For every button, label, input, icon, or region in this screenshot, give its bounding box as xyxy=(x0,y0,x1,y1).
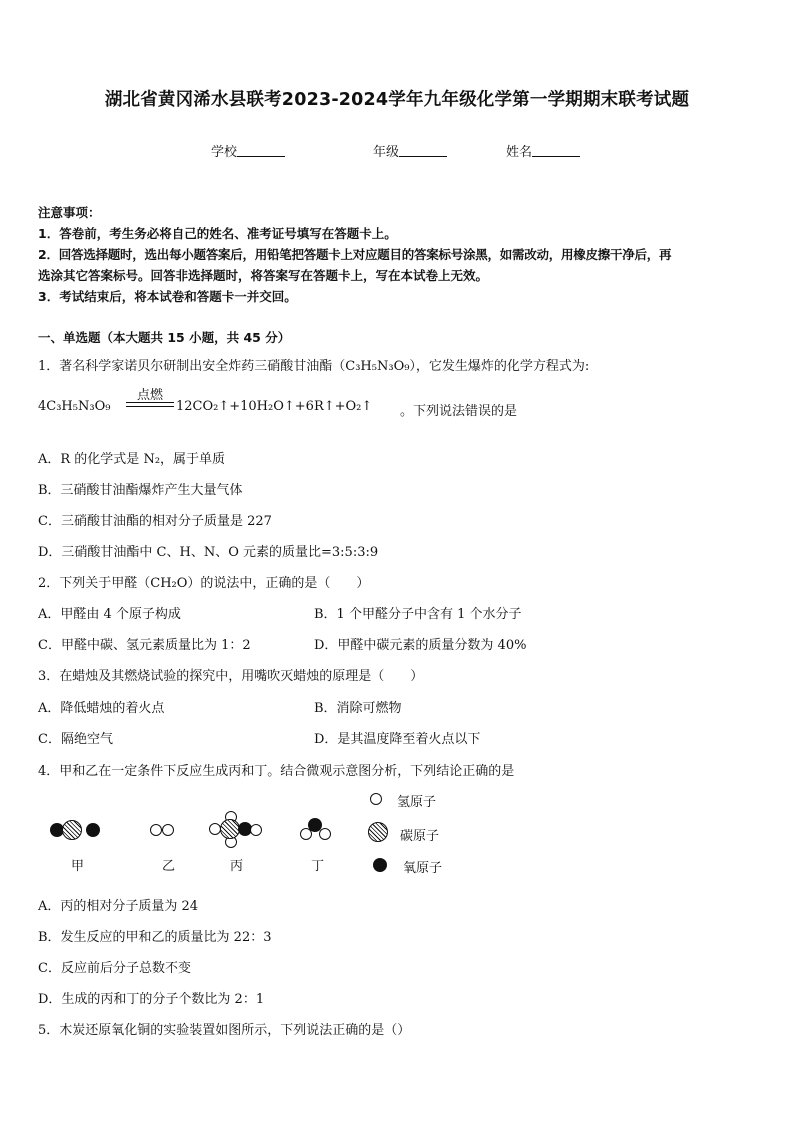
name-label: 姓名 xyxy=(506,145,533,160)
legend-hydrogen-label: 氢原子 xyxy=(397,795,437,810)
notice-heading: 注意事项： xyxy=(38,205,101,220)
q4-option-c[interactable]: C．反应前后分子总数不变 xyxy=(38,961,191,976)
q1-option-b[interactable]: B．三硝酸甘油酯爆炸产生大量气体 xyxy=(38,483,243,498)
page-title: 湖北省黄冈浠水县联考2023-2024学年九年级化学第一学期期末联考试题 xyxy=(104,90,690,110)
q1-option-d[interactable]: D．三硝酸甘油酯中 C、H、N、O 元素的质量比=3:5:3:9 xyxy=(38,545,379,560)
legend-carbon-icon xyxy=(368,822,388,842)
grade-field[interactable] xyxy=(373,141,447,160)
q4-stem: 4．甲和乙在一定条件下反应生成丙和丁。结合微观示意图分析，下列结论正确的是 xyxy=(38,764,515,779)
q3-option-d[interactable]: D．是其温度降至着火点以下 xyxy=(314,732,481,747)
q2-option-a[interactable]: A．甲醛由 4 个原子构成 xyxy=(38,607,181,622)
q3-stem: 3．在蜡烛及其燃烧试验的探究中，用嘴吹灭蜡烛的原理是（ ） xyxy=(38,669,424,684)
notice-item-2: 2．回答选择题时，选出每小题答案后，用铅笔把答题卡上对应题目的答案标号涂黑，如需改动，用橡皮擦干净后，再 xyxy=(38,247,672,262)
q1-option-c[interactable]: C．三硝酸甘油酯的相对分子质量是 227 xyxy=(38,514,272,529)
q3-option-c[interactable]: C．隔绝空气 xyxy=(38,732,113,747)
q1-equals-sign xyxy=(126,402,174,407)
hydrogen-atom xyxy=(150,824,162,836)
q2-option-b[interactable]: B．1 个甲醛分子中含有 1 个水分子 xyxy=(314,607,522,622)
legend-oxygen-label: 氧原子 xyxy=(403,861,443,876)
carbon-atom xyxy=(220,819,240,839)
q1-tail: 。下列说法错误的是 xyxy=(400,404,518,419)
q1-lhs: 4C₃H₅N₃O₉ xyxy=(38,399,111,414)
name-blank[interactable] xyxy=(532,144,580,157)
school-label: 学校 xyxy=(211,145,238,160)
q1-option-a[interactable]: A．R 的化学式是 N₂，属于单质 xyxy=(38,452,226,467)
q4-option-a[interactable]: A．丙的相对分子质量为 24 xyxy=(38,899,199,914)
q2-option-c[interactable]: C．甲醛中碳、氢元素质量比为 1：2 xyxy=(38,638,251,653)
q4-option-b[interactable]: B．发生反应的甲和乙的质量比为 22：3 xyxy=(38,930,272,945)
hydrogen-atom xyxy=(319,828,331,840)
notice-item-3: 3．考试结束后，将本试卷和答题卡一并交回。 xyxy=(38,289,297,304)
legend-oxygen-icon xyxy=(373,858,387,872)
section-heading: 一、单选题（本大题共 15 小题，共 45 分） xyxy=(38,330,291,345)
q3-option-a[interactable]: A．降低蜡烛的着火点 xyxy=(38,701,165,716)
label-jia: 甲 xyxy=(71,859,85,874)
q3-option-b[interactable]: B．消除可燃物 xyxy=(314,701,402,716)
name-field[interactable] xyxy=(506,141,580,160)
school-blank[interactable] xyxy=(237,144,285,157)
notice-item-2-cont: 选涂其它答案标号。回答非选择题时，将答案写在答题卡上，写在本试卷上无效。 xyxy=(38,268,489,283)
oxygen-atom xyxy=(86,823,100,837)
grade-blank[interactable] xyxy=(399,144,447,157)
label-bing: 丙 xyxy=(230,859,244,874)
q1-condition: 点燃 xyxy=(136,388,163,403)
q2-option-d[interactable]: D．甲醛中碳元素的质量分数为 40% xyxy=(314,638,527,653)
grade-label: 年级 xyxy=(373,145,400,160)
q1-stem: 1．著名科学家诺贝尔研制出安全炸药三硝酸甘油酯（C₃H₅N₃O₉），它发生爆炸的化学方程式为: xyxy=(38,359,590,374)
hydrogen-atom xyxy=(162,824,174,836)
label-yi: 乙 xyxy=(162,859,176,874)
q4-option-d[interactable]: D．生成的丙和丁的分子个数比为 2：1 xyxy=(38,992,265,1007)
legend-hydrogen-icon xyxy=(370,793,382,805)
q5-stem: 5．木炭还原氧化铜的实验装置如图所示，下列说法正确的是（） xyxy=(38,1023,411,1038)
school-field[interactable] xyxy=(211,141,285,160)
carbon-atom xyxy=(62,820,82,840)
q2-stem: 2．下列关于甲醛（CH₂O）的说法中，正确的是（ ） xyxy=(38,576,370,591)
label-ding: 丁 xyxy=(311,859,325,874)
legend-carbon-label: 碳原子 xyxy=(400,829,440,844)
q1-rhs: 12CO₂↑+10H₂O↑+6R↑+O₂↑ xyxy=(176,399,373,414)
hydrogen-atom xyxy=(250,824,262,836)
notice-item-1: 1．答卷前，考生务必将自己的姓名、准考证号填写在答题卡上。 xyxy=(38,226,397,241)
